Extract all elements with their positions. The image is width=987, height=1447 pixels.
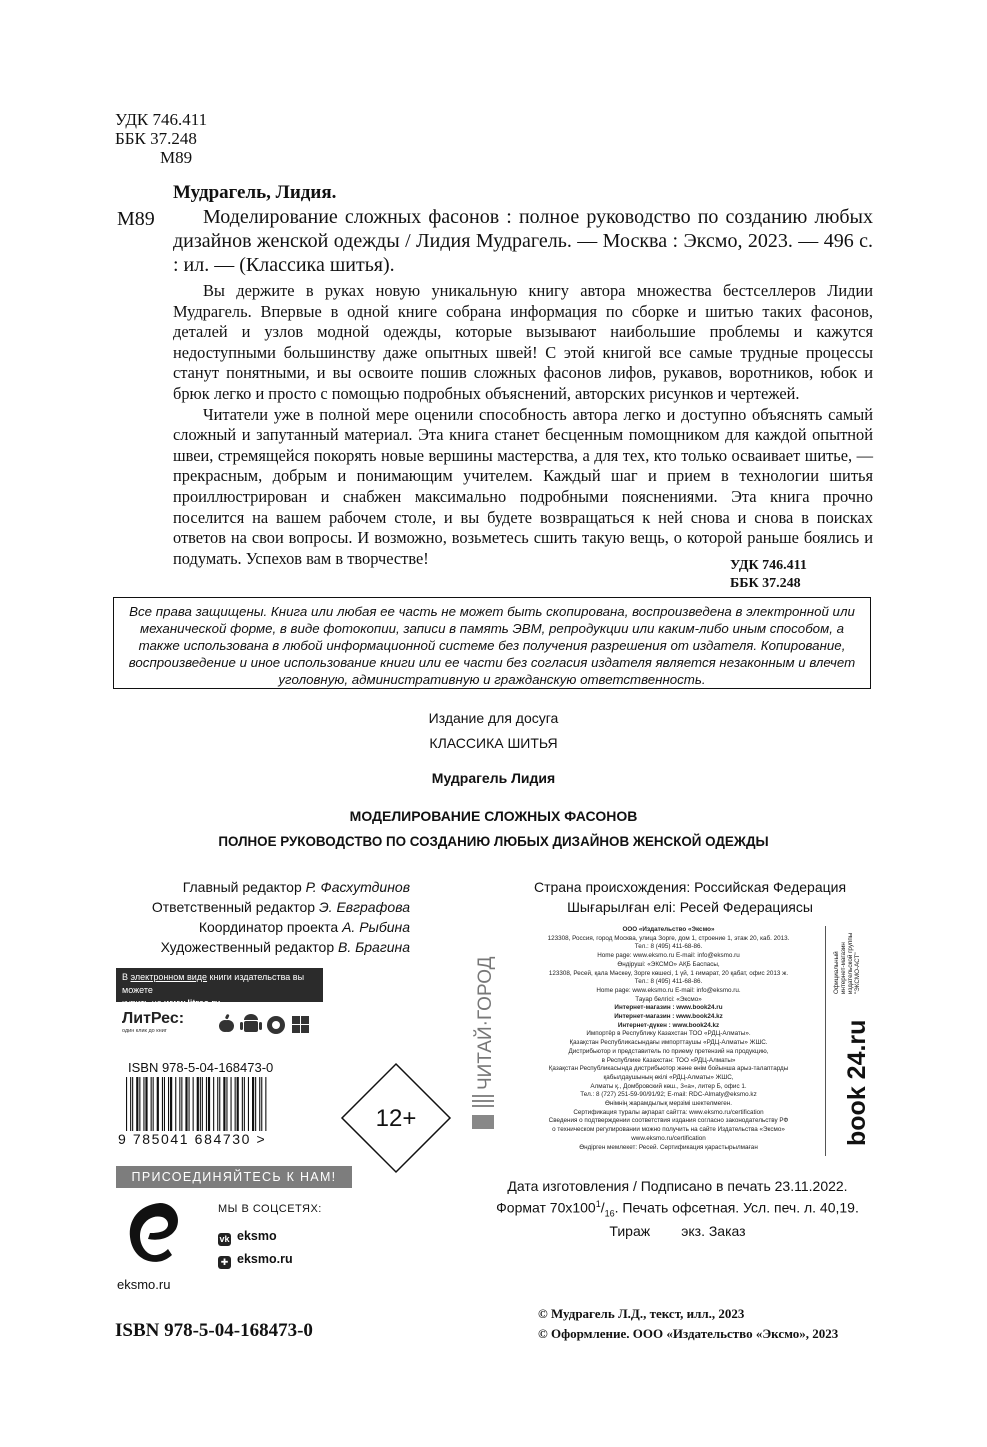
editor-role: Ответственный редактор — [151, 899, 316, 915]
publisher-info-line: Интернет-магазин : www.book24.kz — [614, 1013, 723, 1021]
publisher-info-line: Сведения о подтверждении соответствия издания согласно законодательству РФ — [548, 1117, 789, 1125]
barcode-bar — [237, 1077, 239, 1133]
print-format-text: Формат 70x100 — [496, 1199, 596, 1216]
barcode-bar — [217, 1077, 218, 1133]
barcode-bar — [168, 1077, 169, 1133]
litres-text: купить на — [122, 998, 165, 1008]
isbn-main: ISBN 978-5-04-168473-0 — [115, 1320, 313, 1341]
publisher-info-line: Тауар белгісі: «Эксмо» — [635, 995, 702, 1003]
udk-code-right: УДК 746.411 — [730, 558, 807, 573]
official-store-line: "ЭКСМО-АСТ" — [854, 952, 861, 994]
chitai-gorod-text: ЧИТАЙ·ГОРОД — [475, 956, 496, 1090]
barcode-bar — [226, 1077, 227, 1133]
editor-role: Художественный редактор — [160, 939, 335, 955]
publisher-info-line: 123308, Ресей, қала Мәскеу, Зорге көшесі, 1 үй, 1 ғимарат, 20 қабат, офис 2013 ж. — [548, 969, 789, 977]
book24-logo — [838, 1003, 872, 1148]
barcode-bar — [162, 1077, 163, 1133]
isbn-barcode-label: ISBN 978-5-04-168473-0 — [128, 1060, 274, 1075]
litres-text: электронном виде — [130, 972, 208, 982]
annotation-paragraph-1: Вы держите в руках новую уникальную книгу автора множества бестселлеров Лидии Мудрагель. Впервые в одной книге собрана информация по сборке и шитью таких фасонов, деталей и узлов модной одежды, которые вызывают наибольшие проблемы и кажутся недоступными большинству даже опытных швей! С этой книгой все самые трудные процессы станут понятными, и вы освоите пошив сложных фасонов лифов, рукавов, воротников, юбок и брюк легко и просто с помощью подробных объяснений, авторских рисунков и чертежей. — [173, 281, 873, 403]
publisher-info-line: Интернет-магазин : www.book24.ru — [614, 1004, 723, 1012]
print-run: Тираж экз. Заказ — [609, 1223, 746, 1240]
barcode-bar — [153, 1077, 154, 1133]
publisher-info-line: 123308, Россия, город Москва, улица Зорге, дом 1, строение 1, этаж 20, каб. 2013. — [547, 934, 790, 942]
barcode-bar — [185, 1077, 187, 1133]
social-ok-label: eksmo.ru — [237, 1252, 293, 1266]
country-kz: Шығарылған елі: Ресей Федерациясы — [567, 899, 813, 915]
ios-store-icon — [267, 1016, 285, 1034]
author-code: М89 — [160, 148, 193, 167]
publisher-info-line: ООО «Издательство «Эксмо» — [622, 926, 715, 933]
editor-row — [115, 877, 410, 897]
rights-notice: Все права защищены. Книга или любая ее часть не может быть скопирована, воспроизведена в электронной или механической форме, в виде фотокопии, записи в память ЭВМ, репродукции или каким-либо иным способом, а также использована в любой информационной системе без получения разрешения от издателя. Копирование, воспроизведение и иное использование книги или ее части без согласия издателя является незаконным и влечет уголовную, административную и гражданскую ответственность. — [113, 597, 871, 689]
annotation-paragraph-2: Читатели уже в полной мере оценили способность автора легко и доступно объяснять самый сложный и запутанный материал. Эта книга станет бесценным помощником для каждой опытной швеи, стремящейся покорять новые вершины мастерства, а для тех, кто только осваивает шитье, — прекрасным, добрым и понимающим учителем. Каждый шаг и прием в технологии шитья проиллюстрирован и снабжен максимально подробными пояснениями. Эта книга прочно поселится на вашем рабочем столе, и вы будете возвращаться к ней снова и снова в поисках ответов на свои вопросы. И возможно, возьметесь сшить такую вещь, о которой раньше боялись и подумать. Успехов вам в творчестве! — [173, 404, 873, 568]
barcode-bar — [242, 1077, 243, 1133]
litres-text: В — [122, 972, 131, 982]
barcode-bar — [157, 1077, 159, 1133]
edition-type: Издание для досуга — [428, 710, 559, 726]
social-ok[interactable] — [218, 1252, 293, 1269]
publisher-info-line: Өнімнің жарамдылық мерзімі шектелмеген. — [604, 1100, 733, 1108]
bib-author: Мудрагель, Лидия. — [173, 182, 337, 203]
editor-row — [115, 897, 410, 917]
editor-row — [115, 937, 410, 957]
book24-text: book 24.ru — [843, 1019, 871, 1146]
catalog-codes — [115, 110, 207, 167]
barcode-bar — [136, 1077, 138, 1133]
barcode-bar — [189, 1077, 190, 1133]
publisher-info-line: Тел.: 8 (495) 411-68-86. — [634, 943, 703, 951]
barcode-bar — [219, 1077, 220, 1133]
publisher-info-line: Интернет-дүкен : www.book24.kz — [617, 1021, 720, 1029]
publisher-info-line: Алматы қ., Домбровский көш., 3«а», литер Б, офис 1. — [590, 1082, 747, 1090]
publisher-info-line: Home page: www.eksmo.ru E-mail: info@eksmo.ru. — [596, 986, 741, 994]
barcode-bar — [164, 1077, 165, 1133]
bbk-code-right: ББК 37.248 — [730, 576, 801, 591]
litres-logo: ЛитРес: — [122, 1010, 185, 1027]
editors-list — [115, 877, 410, 957]
divider-line — [825, 926, 826, 1156]
print-format-text: . Печать офсетная. Усл. печ. л. 40,19. — [614, 1199, 859, 1216]
editor-row — [115, 917, 410, 937]
official-store-line: издательской группы — [847, 932, 854, 994]
official-store-note — [830, 926, 864, 996]
age-rating-badge — [340, 1062, 452, 1174]
barcode-bar — [259, 1077, 260, 1133]
litres-slogan: один клик до книг — [122, 1028, 167, 1034]
join-banner: ПРИСОЕДИНЯЙТЕСЬ К НАМ! — [116, 1166, 352, 1188]
chitai-gorod-logo — [468, 925, 498, 1135]
country-ru: Страна происхождения: Российская Федерация — [533, 879, 847, 895]
barcode-bar — [255, 1077, 256, 1133]
print-format-sup: 1 — [595, 1199, 601, 1209]
barcode-bar — [139, 1077, 140, 1133]
social-vk[interactable] — [218, 1229, 277, 1246]
barcode-bar — [175, 1077, 176, 1133]
age-rating-text: 12+ — [375, 1105, 417, 1132]
social-title: МЫ В СОЦСЕТЯХ: — [218, 1203, 322, 1215]
vk-icon: vk — [219, 1234, 230, 1244]
litres-promo — [116, 968, 323, 1008]
editor-name: Р. Фасхутдинов — [305, 879, 410, 895]
barcode-bar — [145, 1077, 147, 1133]
publisher-info-line: Өндірген мемлекет: Ресей. Сертификация қарастырылмаған — [579, 1143, 758, 1151]
publisher-info-line: в Республике Казахстан: ТОО «РДЦ-Алматы» — [601, 1056, 736, 1064]
apple-icon — [219, 1014, 234, 1032]
platform-icons — [218, 1012, 318, 1036]
bib-side-code: М89 — [117, 208, 155, 230]
bbk-code: ББК 37.248 — [115, 129, 197, 148]
publisher-info-line: Импортёр в Республику Казахстан ТОО «РДЦ-Алматы». — [586, 1030, 751, 1038]
litres-url: www.litres.ru — [164, 998, 221, 1008]
barcode-bar — [132, 1077, 133, 1133]
print-format-sub: 16 — [604, 1208, 615, 1219]
odnoklassniki-icon: ✚ — [218, 1256, 231, 1269]
publisher-info-line: Сертификация туралы ақпарат сайтта: www.eksmo.ru/certification — [573, 1108, 764, 1116]
edition-author: Мудрагель Лидия — [431, 770, 556, 786]
annotation — [173, 281, 873, 569]
country-of-origin — [520, 877, 860, 917]
social-vk-label: eksmo — [237, 1229, 277, 1243]
copyright — [538, 1304, 838, 1344]
publisher-info-line: Қазақстан Республикасындағы импорттаушы «РДЦ-Алматы» ЖШС. — [569, 1039, 768, 1047]
editor-role: Координатор проекта — [198, 919, 339, 935]
publisher-info-line: о техническом регулировании можно получить на сайте Издательства «Эксмо» — [552, 1126, 785, 1134]
copyright-text: © Мудрагель Л.Д., текст, илл., 2023 — [538, 1306, 745, 1321]
eksmo-site: eksmo.ru — [117, 1277, 171, 1292]
publisher-info-line: Өндіруші: «ЭКСМО» АҚБ Баспасы, — [617, 960, 720, 968]
publisher-info — [512, 926, 825, 1152]
copyright-design: © Оформление. ООО «Издательство «Эксмо», 2023 — [538, 1326, 839, 1341]
publisher-info-line: қабылдаушының өкілі «РДЦ-Алматы» ЖШС, — [603, 1073, 734, 1081]
android-icon — [240, 1014, 262, 1032]
barcode-digits: 9 785041 684730 > — [118, 1131, 267, 1147]
barcode-bar — [244, 1077, 245, 1133]
barcode-bar — [252, 1077, 254, 1133]
bib-description: Моделирование сложных фасонов : полное руководство по созданию любых дизайнов женской одежды / Лидия Мудрагель. — Москва : Эксмо, 2023. — 496 с. : ил. — (Классика шитья). — [173, 206, 873, 276]
barcode-bar — [223, 1077, 225, 1133]
barcode-bar — [179, 1077, 180, 1133]
editor-name: В. Брагина — [338, 939, 410, 955]
publisher-info-line: Тел.: 8 (727) 251-59-90/91/92; E-mail: RDC-Almaty@eksmo.kz — [580, 1091, 757, 1099]
udk-code: УДК 746.411 — [115, 110, 208, 129]
editor-name: Э. Евграфова — [318, 899, 410, 915]
eksmo-logo — [124, 1199, 182, 1271]
edition-title: МОДЕЛИРОВАНИЕ СЛОЖНЫХ ФАСОНОВ — [349, 808, 638, 824]
official-store-line: интернет-магазин — [840, 942, 847, 994]
barcode-bar — [208, 1077, 210, 1133]
print-info — [470, 1177, 885, 1240]
barcode-bar — [206, 1077, 207, 1133]
publisher-info-line: Home page: www.eksmo.ru E-mail: info@eksmo.ru — [597, 952, 740, 960]
publisher-info-line: Қазақстан Республикасында дистрибьютор және өнім бойынша арыз-талаптарды — [548, 1065, 789, 1073]
editor-role: Главный редактор — [182, 879, 302, 895]
barcode-bar — [143, 1077, 144, 1133]
editor-name: А. Рыбина — [342, 919, 410, 935]
annotation-catalog-codes — [730, 557, 873, 593]
edition-subtitle: ПОЛНОЕ РУКОВОДСТВО ПО СОЗДАНИЮ ЛЮБЫХ ДИЗАЙНОВ ЖЕНСКОЙ ОДЕЖДЫ — [218, 834, 769, 849]
barcode-bar — [235, 1077, 236, 1133]
barcode-bar — [170, 1077, 172, 1133]
barcode-bar — [151, 1077, 152, 1133]
edition-series: КЛАССИКА ШИТЬЯ — [429, 735, 558, 751]
litres-text: книги издательства вы можете — [122, 972, 305, 995]
barcode-bar — [213, 1077, 214, 1133]
barcode-bar — [248, 1077, 249, 1133]
barcode-bar — [231, 1077, 232, 1133]
publisher-info-line: Тел.: 8 (495) 411-68-86. — [634, 978, 703, 986]
barcode-bar — [181, 1077, 182, 1133]
publisher-info-line: Дистрибьютор и представитель по приему претензий на продукцию, — [568, 1047, 769, 1055]
barcode-bar — [193, 1077, 194, 1133]
official-store-line: Официальный — [833, 951, 840, 994]
print-format: Формат $70x100^1/_{16}$. Печать офсетная. Усл. печ. л. 40,19. — [496, 1199, 859, 1219]
print-date: Дата изготовления / Подписано в печать 23.11.2022. — [507, 1178, 848, 1194]
publisher-info-line: www.eksmo.ru/certification — [631, 1134, 706, 1142]
barcode-bar — [202, 1077, 203, 1133]
windows-icon — [292, 1016, 309, 1033]
